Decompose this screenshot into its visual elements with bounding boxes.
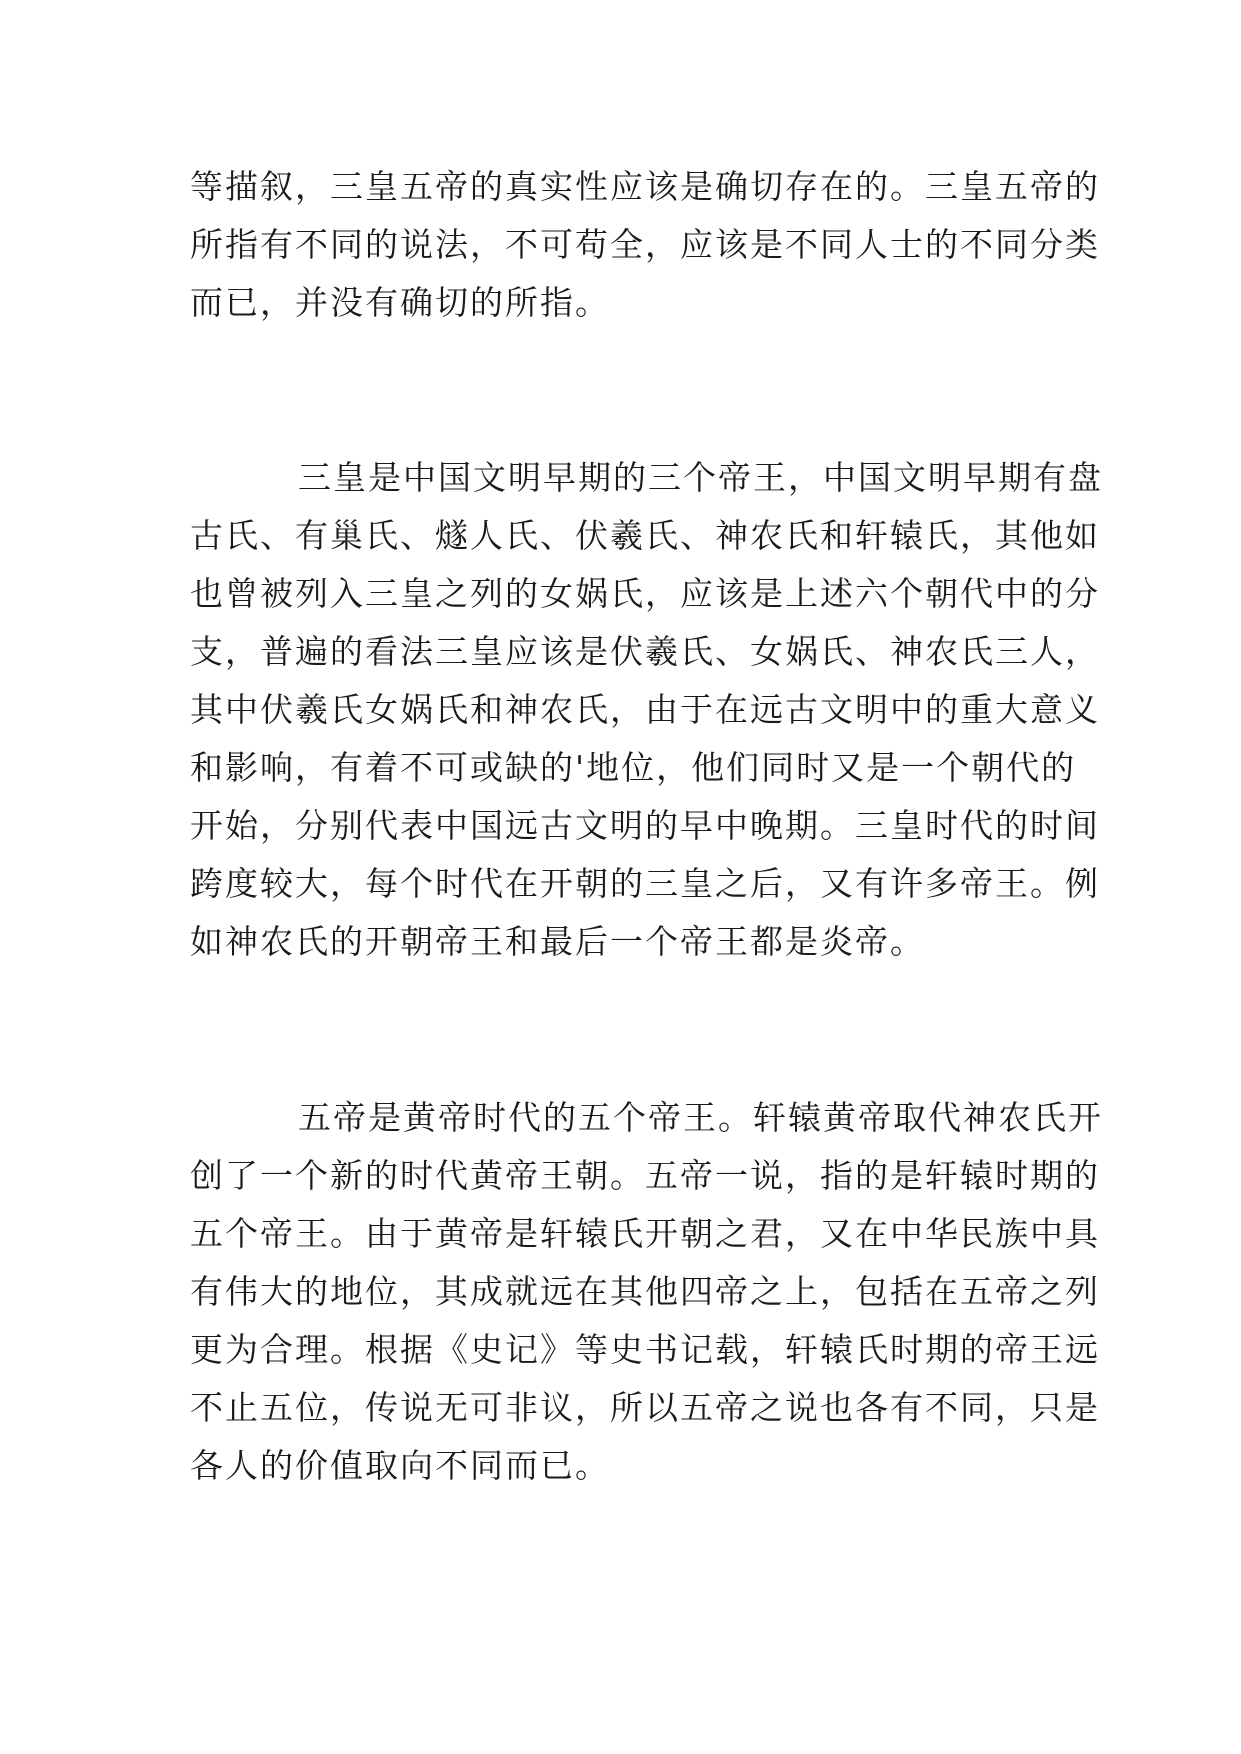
text-line: 五个帝王。由于黄帝是轩辕氏开朝之君，又在中华民族中具 [190, 1214, 1100, 1253]
text-line: 不止五位，传说无可非议，所以五帝之说也各有不同，只是 [190, 1388, 1100, 1427]
text-line: 支，普遍的看法三皇应该是伏羲氏、女娲氏、神农氏三人， [190, 632, 1100, 671]
text-line: 等描叙，三皇五帝的真实性应该是确切存在的。三皇五帝的 [190, 167, 1100, 206]
text-line: 和影响，有着不可或缺的'地位，他们同时又是一个朝代的 [190, 748, 1077, 787]
text-line: 如神农氏的开朝帝王和最后一个帝王都是炎帝。 [190, 922, 925, 961]
text-line: 跨度较大，每个时代在开朝的三皇之后，又有许多帝王。例 [190, 864, 1100, 903]
text-line: 更为合理。根据《史记》等史书记载，轩辕氏时期的帝王远 [190, 1330, 1100, 1369]
text-line: 古氏、有巢氏、燧人氏、伏羲氏、神农氏和轩辕氏，其他如 [190, 516, 1100, 555]
text-line: 三皇是中国文明早期的三个帝王，中国文明早期有盘 [298, 458, 1103, 497]
text-line: 也曾被列入三皇之列的女娲氏，应该是上述六个朝代中的分 [190, 574, 1100, 613]
text-line: 其中伏羲氏女娲氏和神农氏，由于在远古文明中的重大意义 [190, 690, 1100, 729]
text-line: 五帝是黄帝时代的五个帝王。轩辕黄帝取代神农氏开 [298, 1098, 1103, 1137]
text-line: 开始，分别代表中国远古文明的早中晚期。三皇时代的时间 [190, 806, 1100, 845]
text-line: 有伟大的地位，其成就远在其他四帝之上，包括在五帝之列 [190, 1272, 1100, 1311]
text-line: 而已，并没有确切的所指。 [190, 283, 610, 322]
text-line: 所指有不同的说法，不可苟全，应该是不同人士的不同分类 [190, 225, 1100, 264]
text-line: 各人的价值取向不同而已。 [190, 1446, 610, 1485]
text-line: 创了一个新的时代黄帝王朝。五帝一说，指的是轩辕时期的 [190, 1156, 1100, 1195]
